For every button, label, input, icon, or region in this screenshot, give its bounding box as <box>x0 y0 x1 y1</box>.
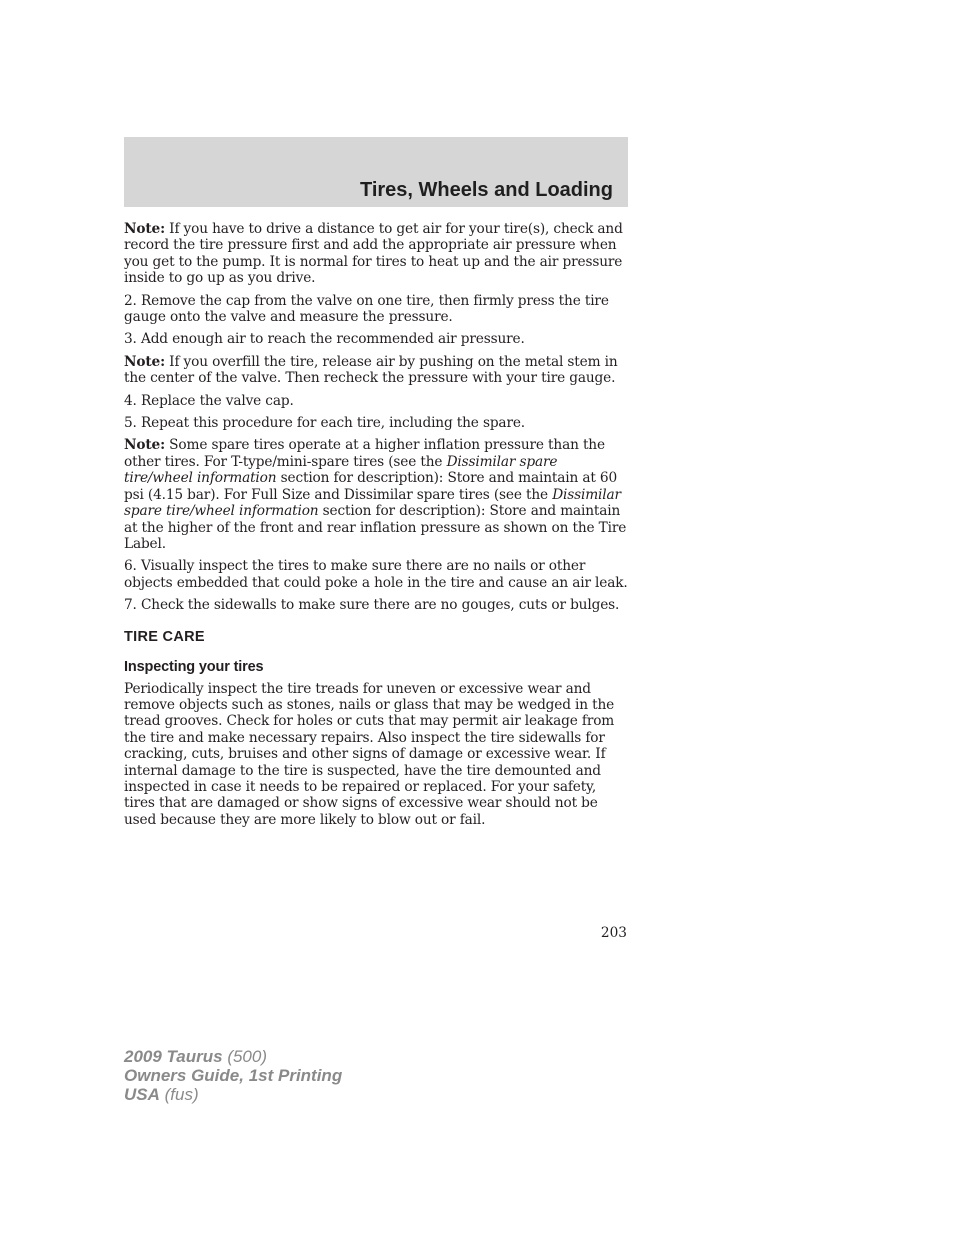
step-6: 6. Visually inspect the tires to make sure there are no nails or other objects embedded that could poke a hole in the tire and cause an air leak. <box>124 558 628 591</box>
note-text: If you have to drive a distance to get air for your tire(s), check and record the tire pressure first and add the appropriate air pressure when you get to the pump. It is normal for tires to heat up and the air pressure inside to go up as you drive. <box>124 221 623 287</box>
cross-reference: Dissimilar spare tire/wheel information <box>124 486 621 520</box>
note-text: section for description): Store and maintain at 60 psi (4.15 bar). For Full Size and Dissimilar spare tires (see the <box>124 470 618 503</box>
note-paragraph <box>124 221 628 287</box>
note-label: Note: <box>124 437 165 454</box>
note-label: Note: <box>124 353 165 370</box>
step-3: 3. Add enough air to reach the recommended air pressure. <box>124 331 525 348</box>
subsection-title: Inspecting your tires <box>124 658 264 675</box>
body-paragraph: Periodically inspect the tire treads for uneven or excessive wear and remove objects such as stones, nails or glass that may be wedged in the tread grooves. Check for holes or cuts that may permit air leakage from the tire and make necessary repairs. Also inspect the tire sidewalls for cracking, cuts, bruises and other signs of damage or excessive wear. If internal damage to the tire is suspected, have the tire demounted and inspected in case it needs to be repaired or replaced. For your safety, tires that are damaged or show signs of excessive wear should not be used because they are more likely to blow out or fail. <box>124 680 615 828</box>
cross-reference: Dissimilar spare tire/wheel information <box>124 453 558 487</box>
note-paragraph <box>124 437 628 552</box>
footer-market-code: (fus) <box>159 1085 199 1104</box>
section-title: TIRE CARE <box>124 628 205 645</box>
footer-market: USA <box>124 1085 160 1104</box>
document-footer <box>124 1047 342 1104</box>
footer-edition: Owners Guide, 1st Printing <box>124 1066 343 1085</box>
step-5: 5. Repeat this procedure for each tire, including the spare. <box>124 415 525 432</box>
footer-line <box>124 1066 342 1085</box>
footer-line <box>124 1047 342 1066</box>
note-text: If you overfill the tire, release air by pushing on the metal stem in the center of the valve. Then recheck the pressure with your tire gauge. <box>124 353 618 387</box>
section-header-title: Tires, Wheels and Loading <box>359 179 613 201</box>
page-content <box>124 221 628 834</box>
note-label: Note: <box>124 221 165 237</box>
footer-model: 2009 Taurus <box>124 1047 223 1066</box>
section-header-band <box>124 137 628 207</box>
step-7: 7. Check the sidewalls to make sure there are no gouges, cuts or bulges. <box>124 597 620 614</box>
footer-model-code: (500) <box>222 1047 268 1066</box>
step-4: 4. Replace the valve cap. <box>124 392 294 409</box>
step-2: 2. Remove the cap from the valve on one tire, then firmly press the tire gauge onto the valve and measure the pressure. <box>124 292 609 326</box>
page-number: 203 <box>600 925 627 941</box>
note-text: Some spare tires operate at a higher inflation pressure than the other tires. For T-type/mini-spare tires (see the <box>124 437 605 470</box>
note-paragraph <box>124 354 628 387</box>
footer-line <box>124 1085 342 1104</box>
note-text: section for description): Store and maintain at the higher of the front and rear inflation pressure as shown on the Tire Label. <box>124 503 627 552</box>
